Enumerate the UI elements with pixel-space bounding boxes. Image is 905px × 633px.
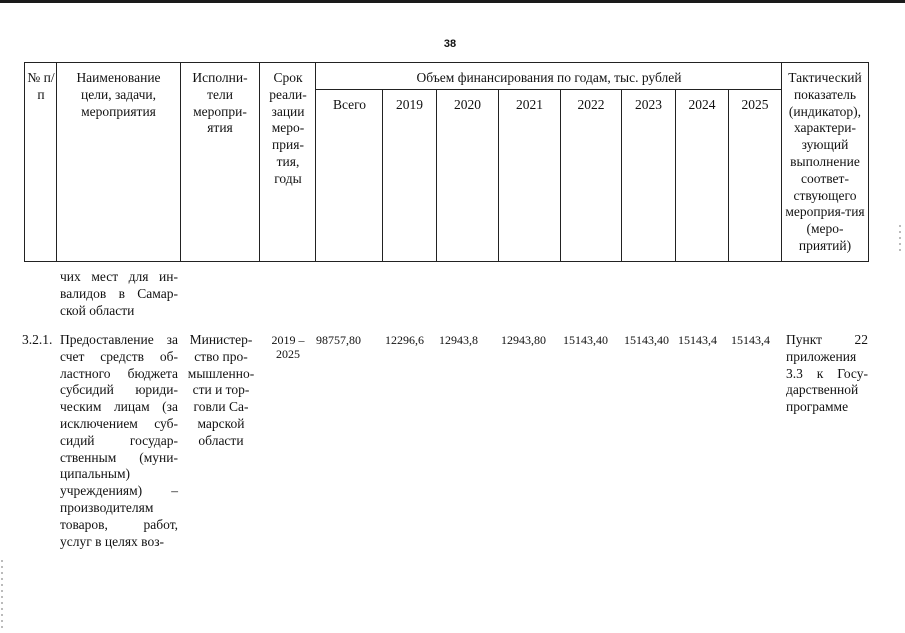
year-divider [436,89,437,262]
top-border-line [0,0,905,3]
year-divider [560,89,561,262]
header-name: Наименование цели, задачи, мероприятия [76,70,161,119]
row-value: 15143,40 [563,333,608,347]
year-divider [621,89,622,262]
row-value: 12943,80 [501,333,546,347]
header-year: 2024 [688,97,716,112]
header-total: Всего [332,97,367,112]
funding-subheader-line [315,89,781,90]
row-indicator: Пункт 22 приложения 3.3 к Госу-дарственной программе [786,332,868,415]
header-year: 2021 [516,97,543,112]
header-year: 2023 [635,97,662,112]
header-year: 2025 [741,97,769,112]
continuation-text: чих мест для ин-валидов в Самар-ской области [60,269,178,318]
header-year: 2022 [577,97,605,112]
year-divider [675,89,676,262]
col-divider [56,62,57,262]
row-number: 3.2.1. [22,332,53,347]
header-executor: Исполни-тели меропри-ятия [192,70,248,136]
row-name: Предоставление за счет средств об-ластного бюджета субсидий юриди-ческим лицам (за исключением суб-сидий государ-ственным (муни-ципальным) учреждениям) – производителям товаров, работ, услуг в целях воз- [60,332,178,549]
scan-margin-mark [1,560,3,630]
scan-margin-mark [899,225,901,255]
row-value: 12296,6 [385,333,424,347]
header-year: 2019 [396,97,423,112]
col-divider [180,62,181,262]
year-divider [382,89,383,262]
page-number: 38 [443,38,457,50]
header-indicator: Тактический показатель (индикатор), характери-зующий выполнение соответ-ствующего мероприя-тия (меро-приятий) [785,70,865,253]
row-executor: Министер-ство про-мышленно-сти и тор-говли Са-марской области [187,332,255,448]
row-term: 2019 – 2025 [271,333,305,361]
header-funding: Объем финансирования по годам, тыс. рублей [416,70,682,85]
header-no: № п/п [27,70,55,102]
row-value: 15143,4 [731,333,770,347]
row-total: 98757,80 [316,333,361,347]
row-value: 15143,40 [624,333,669,347]
row-value: 12943,8 [439,333,478,347]
header-term: Срок реали-зации меро-прия-тия, годы [269,70,307,186]
col-divider [315,62,316,262]
year-divider [728,89,729,262]
row-value: 15143,4 [678,333,717,347]
col-divider [259,62,260,262]
year-divider [498,89,499,262]
header-year: 2020 [454,97,481,112]
